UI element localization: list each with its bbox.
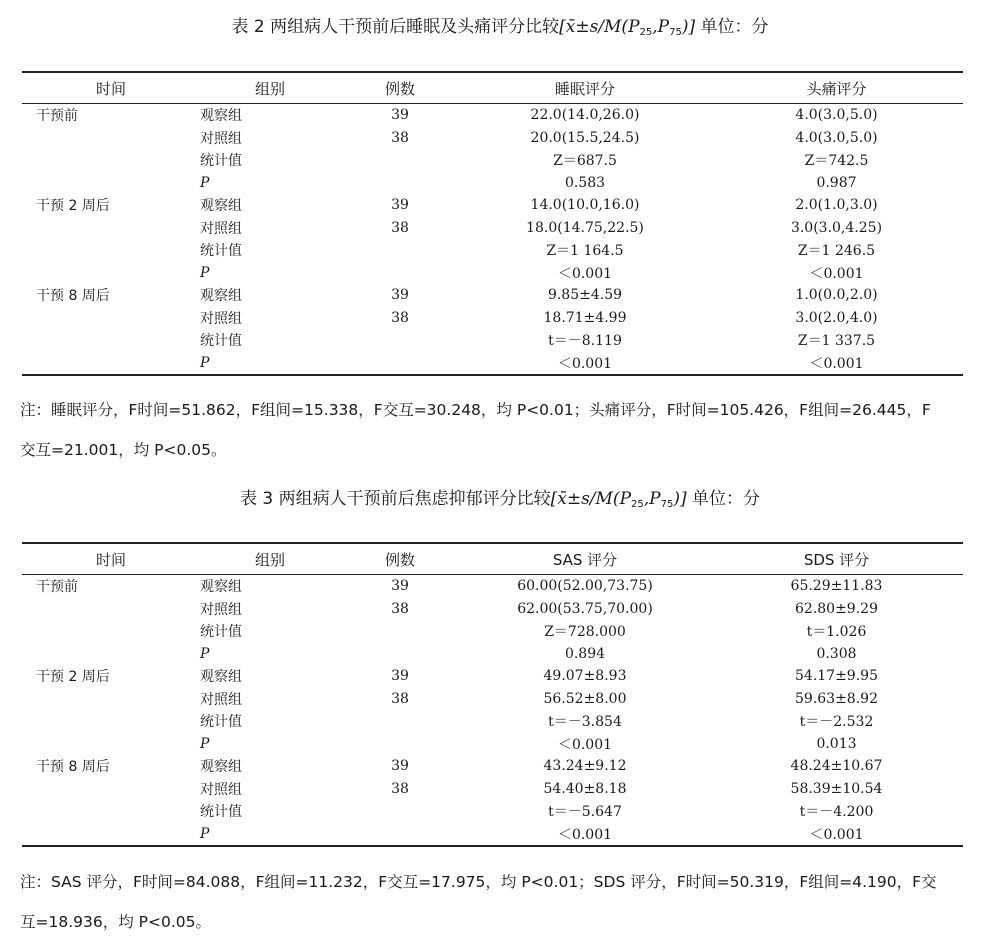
table2-caption-p75: 75 [669, 27, 682, 38]
table-row [22, 194, 963, 217]
row-value-b: 48.24±10.67 [790, 758, 883, 775]
row-value-a: 22.0(14.0,26.0) [530, 107, 640, 124]
row-count: 38 [391, 780, 409, 797]
row-count [340, 172, 460, 195]
table-row [22, 755, 963, 778]
row-value-a: 0.894 [564, 645, 606, 662]
row-value-b: t＝－4.200 [799, 804, 874, 821]
table2-caption-title: 表 2 两组病人干预前后睡眠及头痛评分比较 [231, 17, 560, 37]
row-group: 统计值 [200, 243, 242, 260]
table-row [22, 239, 963, 262]
row-time: 干预 2 周后 [36, 198, 110, 215]
row-time [22, 329, 200, 352]
row-count [340, 823, 460, 847]
table2 [22, 71, 963, 376]
table-row [22, 733, 963, 756]
row-value-b: 3.0(2.0,4.0) [795, 309, 878, 326]
table3 [22, 542, 963, 847]
row-group: 对照组 [200, 220, 242, 237]
row-value-b: 3.0(3.0,4.25) [790, 219, 883, 236]
table3-caption [0, 484, 1000, 510]
table-row [22, 262, 963, 285]
row-value-a: 0.583 [564, 174, 606, 191]
row-time [22, 800, 200, 823]
header-time: 时间 [22, 72, 200, 104]
row-time: 干预 8 周后 [36, 759, 110, 776]
row-time: 干预 2 周后 [36, 669, 110, 686]
row-count: 38 [391, 690, 409, 707]
table-row [22, 710, 963, 733]
table3-caption-p75: 75 [660, 499, 674, 510]
row-value-b: 58.39±10.54 [790, 780, 883, 797]
row-value-b: 62.80±9.29 [795, 600, 878, 617]
row-time [22, 598, 200, 621]
row-time: 干预 8 周后 [36, 288, 110, 305]
row-group: 统计值 [200, 153, 242, 170]
row-time [22, 149, 200, 172]
row-count [340, 733, 460, 756]
row-group: 观察组 [200, 198, 242, 215]
row-count: 39 [391, 578, 409, 595]
row-time [22, 643, 200, 666]
row-group: 统计值 [200, 714, 242, 731]
table2-caption-formula: [x̄±s/M(P [559, 17, 640, 37]
row-group: 对照组 [200, 310, 242, 327]
header-group: 组别 [200, 543, 340, 575]
table2-header-row [22, 72, 963, 104]
row-value-b: 4.0(3.0,5.0) [795, 107, 878, 124]
row-group: 统计值 [200, 624, 242, 641]
row-value-b: 0.013 [816, 735, 857, 752]
row-value-b: 4.0(3.0,5.0) [795, 129, 878, 146]
row-time [22, 710, 200, 733]
table-row [22, 823, 963, 847]
table3-note-line1: 注：SAS 评分，F时间=84.088，F组间=11.232，F交互=17.975，均 P<0.01；SDS 评分，F时间=50.319，F组间=4.190，F交 [20, 873, 937, 891]
row-value-a: Z＝687.5 [553, 153, 617, 170]
table3-caption-unit: 单位：分 [686, 489, 760, 509]
row-value-a: 60.00(52.00,73.75) [517, 578, 653, 595]
table-row [22, 172, 963, 195]
row-value-b: 0.308 [816, 645, 857, 662]
row-group: 对照组 [200, 601, 242, 618]
row-group: 统计值 [200, 804, 242, 821]
table2-note-line1: 注：睡眠评分，F时间=51.862，F组间=15.338，F交互=30.248，均 P<0.01；头痛评分，F时间=105.426，F组间=26.445，F [20, 401, 931, 419]
row-count: 39 [391, 758, 409, 775]
row-count [340, 620, 460, 643]
table-row [22, 643, 963, 666]
table2-caption-p25: 25 [639, 27, 653, 38]
row-value-b: t＝－2.532 [799, 714, 874, 731]
row-value-a: t＝－3.854 [548, 714, 622, 731]
row-value-b: 1.0(0.0,2.0) [795, 287, 878, 304]
table-row [22, 800, 963, 823]
row-time [22, 688, 200, 711]
row-count: 38 [391, 129, 409, 146]
row-count: 39 [391, 287, 409, 304]
row-count: 38 [391, 600, 409, 617]
header-count: 例数 [340, 72, 460, 104]
table2-caption-unit: 单位：分 [695, 17, 769, 37]
table-row [22, 575, 963, 598]
row-group: 观察组 [200, 669, 242, 686]
row-time [22, 778, 200, 801]
row-count [340, 352, 460, 376]
row-value-b: 2.0(1.0,3.0) [795, 197, 878, 214]
row-value-a: 18.0(14.75,22.5) [526, 219, 644, 236]
header-sleep-score: 睡眠评分 [460, 72, 710, 104]
row-count [340, 149, 460, 172]
row-value-a: ＜0.001 [460, 823, 710, 847]
row-value-b: 0.987 [816, 174, 857, 191]
row-value-a: Z＝1 164.5 [546, 243, 624, 260]
header-time: 时间 [22, 543, 200, 575]
row-value-a: ＜0.001 [557, 265, 613, 282]
row-value-a: 49.07±8.93 [543, 668, 627, 685]
row-count [340, 710, 460, 733]
table-row [22, 620, 963, 643]
row-count: 38 [391, 219, 409, 236]
table3-note [20, 862, 980, 942]
row-group: P [200, 645, 210, 662]
row-value-b: ＜0.001 [710, 352, 963, 376]
row-group: P [200, 823, 340, 847]
row-value-a: t＝－8.119 [548, 333, 622, 350]
row-time [22, 127, 200, 150]
row-group: 对照组 [200, 130, 242, 147]
row-count: 39 [391, 107, 409, 124]
row-value-b: Z＝1 337.5 [797, 333, 876, 350]
row-time [22, 239, 200, 262]
row-value-a: 54.40±8.18 [543, 780, 627, 797]
row-value-a: Z＝728.000 [544, 624, 626, 641]
row-count [340, 239, 460, 262]
row-time: 干预前 [36, 108, 78, 125]
row-count [340, 262, 460, 285]
header-sas-score: SAS 评分 [460, 543, 710, 575]
table2-caption [0, 12, 1000, 38]
table3-caption-title: 表 3 两组病人干预前后焦虑抑郁评分比较 [239, 489, 551, 509]
row-value-b: Z＝1 246.5 [797, 243, 876, 260]
row-value-a: 20.0(15.5,24.5) [530, 129, 640, 146]
row-value-b: 54.17±9.95 [795, 668, 878, 685]
row-count: 38 [391, 309, 409, 326]
row-count [340, 329, 460, 352]
table-row [22, 352, 963, 376]
row-time [22, 172, 200, 195]
row-group: 观察组 [200, 108, 242, 125]
row-group: P [200, 735, 210, 752]
row-time [22, 823, 200, 847]
table3-caption-p25: 25 [631, 499, 644, 510]
row-value-b: 59.63±8.92 [795, 690, 878, 707]
table-row [22, 778, 963, 801]
table-row [22, 598, 963, 621]
table3-note-line2: 互=18.936，均 P<0.05。 [20, 913, 211, 931]
row-group: P [200, 174, 210, 191]
row-group: 观察组 [200, 288, 242, 305]
row-count [340, 800, 460, 823]
header-sds-score: SDS 评分 [710, 543, 963, 575]
table-row [22, 104, 963, 127]
row-value-a: 14.0(10.0,16.0) [530, 197, 640, 214]
row-group: 对照组 [200, 691, 242, 708]
table3-caption-mid: ,P [643, 489, 661, 509]
row-group: 观察组 [200, 579, 242, 596]
row-count [340, 643, 460, 666]
row-group: P [200, 264, 210, 281]
row-value-a: 62.00(53.75,70.00) [517, 600, 653, 617]
table-row [22, 307, 963, 330]
table2-caption-close: )] [681, 17, 696, 37]
row-value-a: t＝－5.647 [548, 804, 622, 821]
table-row [22, 127, 963, 150]
row-time [22, 217, 200, 240]
table-row [22, 688, 963, 711]
row-time [22, 620, 200, 643]
row-value-b: t＝1.026 [806, 624, 867, 641]
table-row [22, 149, 963, 172]
row-group: 统计值 [200, 333, 242, 350]
row-group: P [200, 352, 340, 376]
row-count: 39 [391, 197, 409, 214]
row-value-b: ＜0.001 [809, 265, 864, 282]
table2-note [20, 390, 980, 470]
header-group: 组别 [200, 72, 340, 104]
table-row [22, 665, 963, 688]
table3-header-row [22, 543, 963, 575]
table-row [22, 217, 963, 240]
header-headache-score: 头痛评分 [710, 72, 963, 104]
row-time: 干预前 [36, 579, 78, 596]
row-value-a: ＜0.001 [460, 352, 710, 376]
table3-caption-formula: [x̄±s/M(P [550, 489, 632, 509]
table-row [22, 284, 963, 307]
row-value-b: 65.29±11.83 [790, 578, 883, 595]
row-value-b: ＜0.001 [710, 823, 963, 847]
row-time [22, 352, 200, 376]
row-group: 对照组 [200, 781, 242, 798]
row-time [22, 262, 200, 285]
row-value-a: 43.24±9.12 [543, 758, 627, 775]
row-value-a: 18.71±4.99 [543, 309, 627, 326]
table2-note-line2: 交互=21.001，均 P<0.05。 [20, 441, 227, 459]
row-group: 观察组 [200, 759, 242, 776]
table-row [22, 329, 963, 352]
row-time [22, 307, 200, 330]
row-time [22, 733, 200, 756]
row-count: 39 [391, 668, 409, 685]
row-value-b: Z＝742.5 [804, 153, 869, 170]
table3-caption-close: )] [673, 489, 687, 509]
header-count: 例数 [340, 543, 460, 575]
table2-caption-mid: ,P [652, 17, 670, 37]
row-value-a: ＜0.001 [557, 736, 613, 753]
row-value-a: 9.85±4.59 [547, 287, 623, 304]
row-value-a: 56.52±8.00 [543, 690, 627, 707]
